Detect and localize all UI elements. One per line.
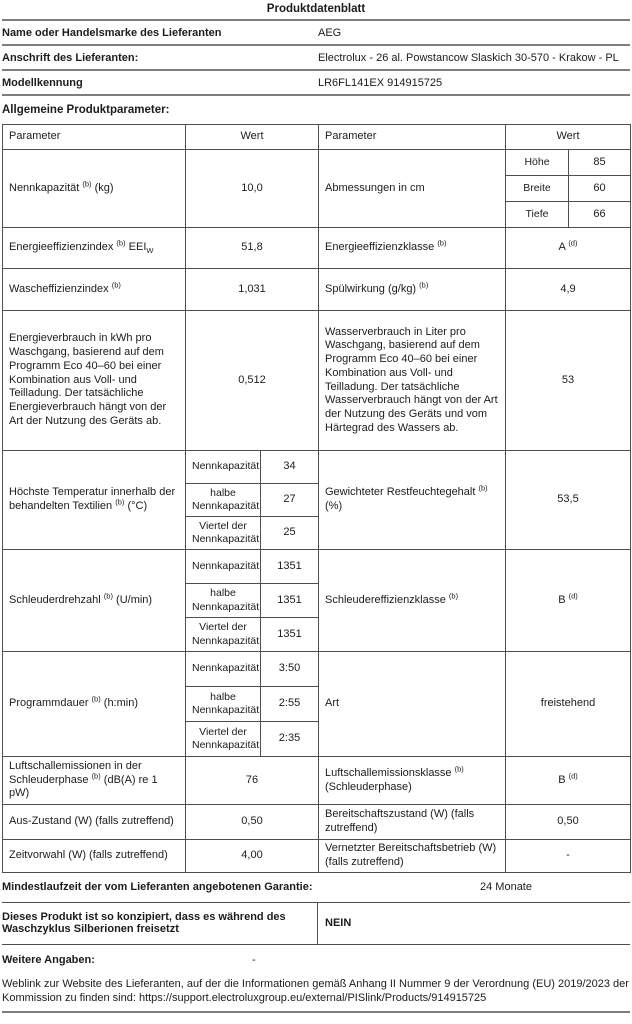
table-row <box>3 805 631 840</box>
footnote-ref: (b) <box>454 764 464 774</box>
load-value-halbe: 27 <box>261 484 319 517</box>
col-header-wert-right: Wert <box>506 125 631 150</box>
footnote-ref: (d) <box>568 238 578 248</box>
load-value-viertel: 2:35 <box>261 722 319 757</box>
param-luftschallemissionen <box>3 757 186 805</box>
footnote-ref: (d) <box>568 590 578 600</box>
footnote-ref: (b) <box>103 590 113 600</box>
load-value-nenn: 3:50 <box>261 652 319 687</box>
param-restfeuchtegehalt <box>319 451 506 550</box>
model-id-label: Modellkennung <box>2 76 83 89</box>
param-programmdauer <box>3 652 186 757</box>
table-header-row <box>3 125 631 150</box>
param-energieverbrauch: Energieverbrauch in kWh pro Waschgang, basierend auf dem Programm Eco 40–60 bei einer Kombination aus Voll- und Teilladung. Der tatsächliche Energieverbrauch hängt von der Art der Nutzung des Geräts ab. <box>3 311 186 451</box>
param-text: (%) <box>325 500 343 512</box>
load-value-halbe: 2:55 <box>261 687 319 722</box>
param-text: Wascheffizienzindex <box>9 282 112 295</box>
silver-ions-row <box>2 903 630 945</box>
warranty-label: Mindestlaufzeit der vom Lieferanten angebotenen Garantie: <box>2 881 313 893</box>
value-text: B <box>558 773 569 786</box>
value-zeitvorwahl: 4,00 <box>186 840 319 873</box>
footnote-ref: (b) <box>82 178 92 188</box>
silver-ions-value: NEIN <box>325 917 352 929</box>
footnote-ref: (b) <box>91 770 101 780</box>
value-nennkapazitaet: 10,0 <box>186 150 319 228</box>
value-spuelwirkung: 4,9 <box>506 269 631 311</box>
col-header-parameter-right: Parameter <box>319 125 506 150</box>
value-wasserverbrauch: 53 <box>506 311 631 451</box>
page-title: Produktdatenblatt <box>2 0 630 21</box>
param-text: (dB(A) re 1 pW) <box>9 773 158 800</box>
load-label-halbe: halbe Nennkapazität <box>186 687 261 722</box>
param-art: Art <box>319 652 506 757</box>
footnote-ref: (d) <box>568 770 578 780</box>
param-text: Energieeffizienzindex <box>9 241 117 254</box>
param-text: (Schleuderphase) <box>325 780 412 793</box>
dim-value-breite: 60 <box>569 176 631 202</box>
value-energieverbrauch: 0,512 <box>186 311 319 451</box>
param-text: Schleudereffizienzklasse <box>325 593 449 606</box>
param-hoechste-temperatur <box>3 451 186 550</box>
additional-info-label: Weitere Angaben: <box>2 953 95 966</box>
param-text: Höchste Temperatur innerhalb der behandelten Textilien <box>9 486 176 512</box>
warranty-value: 24 Monate <box>480 881 532 893</box>
additional-info-row <box>2 948 630 972</box>
col-header-wert-left: Wert <box>186 125 319 150</box>
param-schleudereffizienzklasse <box>319 550 506 652</box>
col-header-parameter-left: Parameter <box>3 125 186 150</box>
supplier-address-value: Electrolux - 26 al. Powstancow Slaskich 30-570 - Krakow - PL <box>318 51 619 64</box>
table-row <box>3 269 631 311</box>
load-label-nenn: Nennkapazität <box>186 652 261 687</box>
value-bereitschaftszustand: 0,50 <box>506 805 631 840</box>
footnote-ref: (b) <box>111 279 121 289</box>
param-text: Gewichteter Restfeuchtegehalt <box>325 486 479 499</box>
value-luftschallemissionen: 76 <box>186 757 319 805</box>
table-row <box>3 228 631 269</box>
load-label-viertel: Viertel der Nennkapazität <box>186 517 261 550</box>
model-id-value: LR6FL141EX 914915725 <box>318 76 443 89</box>
footnote-ref: (b) <box>448 590 459 600</box>
load-value-viertel: 1351 <box>261 618 319 652</box>
footnote-ref: (b) <box>478 483 488 493</box>
supplier-name-value: AEG <box>318 26 342 39</box>
param-text: (h:min) <box>100 697 138 710</box>
footnote-ref: (b) <box>437 238 447 248</box>
param-vernetzter-bereitschaftsbetrieb: Vernetzter Bereitschaftsbetrieb (W) (falls zutreffend) <box>319 840 506 873</box>
table-row <box>3 757 631 805</box>
warranty-row <box>2 873 630 903</box>
additional-info-value: - <box>252 953 256 966</box>
supplier-address-label: Anschrift des Lieferanten: <box>2 51 139 64</box>
table-row <box>3 451 631 484</box>
value-restfeuchtegehalt: 53,5 <box>506 451 631 550</box>
value-schleudereffizienzklasse <box>506 550 631 652</box>
param-wasserverbrauch: Wasserverbrauch in Liter pro Waschgang, basierend auf dem Programm Eco 40–60 bei einer Kombination aus Voll- und Teilladung. Der tatsächliche Wasserverbrauch hängt von der Art der Nutzung des Geräts und vom Härtegrad des Wassers ab. <box>319 311 506 451</box>
load-value-nenn: 1351 <box>261 550 319 584</box>
parameter-table <box>2 124 631 873</box>
value-vernetzter-bereitschaftsbetrieb: - <box>506 840 631 873</box>
footnote-ref: (b) <box>116 238 126 248</box>
supplier-name-label: Name oder Handelsmarke des Lieferanten <box>2 26 222 39</box>
footnote-ref: (b) <box>419 279 429 289</box>
load-value-nenn: 34 <box>261 451 319 484</box>
param-text: (°C) <box>124 500 148 512</box>
param-aus-zustand: Aus-Zustand (W) (falls zutreffend) <box>3 805 186 840</box>
dim-label-hoehe: Höhe <box>506 150 569 176</box>
table-row <box>3 311 631 451</box>
value-luftschallklasse <box>506 757 631 805</box>
value-text: A <box>558 241 569 254</box>
dim-value-tiefe: 66 <box>569 202 631 228</box>
supplier-address-row <box>2 46 630 71</box>
param-text: (kg) <box>91 181 114 194</box>
subscript-w: W <box>146 246 154 256</box>
param-text: (U/min) <box>112 593 153 606</box>
value-wascheffizienzindex: 1,031 <box>186 269 319 311</box>
param-text: Luftschallemissionsklasse <box>325 766 455 779</box>
value-energieeffizienzklasse <box>506 228 631 269</box>
load-label-halbe: halbe Nennkapazität <box>186 484 261 517</box>
load-value-halbe: 1351 <box>261 584 319 618</box>
param-text: Schleuderdrehzahl <box>9 593 104 606</box>
param-spuelwirkung <box>319 269 506 311</box>
param-schleuderdrehzahl <box>3 550 186 652</box>
param-nennkapazitaet <box>3 150 186 228</box>
param-wascheffizienzindex <box>3 269 186 311</box>
table-row <box>3 150 631 176</box>
table-row <box>3 652 631 687</box>
footnote-ref: (b) <box>115 497 125 507</box>
load-label-viertel: Viertel der Nennkapazität <box>186 618 261 652</box>
param-bereitschaftszustand: Bereitschaftszustand (W) (falls zutreffend) <box>319 805 506 840</box>
model-id-row <box>2 71 630 96</box>
dim-value-hoehe: 85 <box>569 150 631 176</box>
value-text: B <box>558 593 569 606</box>
table-row <box>3 840 631 873</box>
load-label-nenn: Nennkapazität <box>186 550 261 584</box>
load-label-nenn: Nennkapazität <box>186 451 261 484</box>
param-energieeffizienzklasse <box>319 228 506 269</box>
dim-label-tiefe: Tiefe <box>506 202 569 228</box>
param-text: EEI <box>125 241 147 254</box>
param-text: Spülwirkung (g/kg) <box>325 282 420 295</box>
param-text: Energieeffizienzklasse <box>325 241 438 254</box>
table-row <box>3 550 631 584</box>
param-luftschallklasse <box>319 757 506 805</box>
param-abmessungen: Abmessungen in cm <box>319 150 506 228</box>
load-value-viertel: 25 <box>261 517 319 550</box>
load-label-viertel: Viertel der Nennkapazität <box>186 722 261 757</box>
load-label-halbe: halbe Nennkapazität <box>186 584 261 618</box>
silver-ions-label: Dieses Produkt ist so konzipiert, dass es während des Waschzyklus Silberionen freisetzt <box>2 903 318 944</box>
value-aus-zustand: 0,50 <box>186 805 319 840</box>
supplier-weblink-text: Weblink zur Website des Lieferanten, auf der die Informationen gemäß Anhang II Nummer 9 der Verordnung (EU) 2019/2023 der Kommission zu finden sind: https://support.electroluxgroup.eu/external/PISlink/Products/914915725 <box>2 977 630 1014</box>
value-eei: 51,8 <box>186 228 319 269</box>
param-text: Luftschallemissionen in der Schleuderphase <box>9 759 142 786</box>
param-eei <box>3 228 186 269</box>
supplier-name-row <box>2 21 630 46</box>
dim-label-breite: Breite <box>506 176 569 202</box>
section-heading: Allgemeine Produktparameter: <box>2 104 170 116</box>
param-zeitvorwahl: Zeitvorwahl (W) (falls zutreffend) <box>3 840 186 873</box>
param-text: Programmdauer <box>9 697 92 710</box>
param-text: Nennkapazität <box>9 181 83 194</box>
footnote-ref: (b) <box>91 694 101 704</box>
value-art: freistehend <box>506 652 631 757</box>
